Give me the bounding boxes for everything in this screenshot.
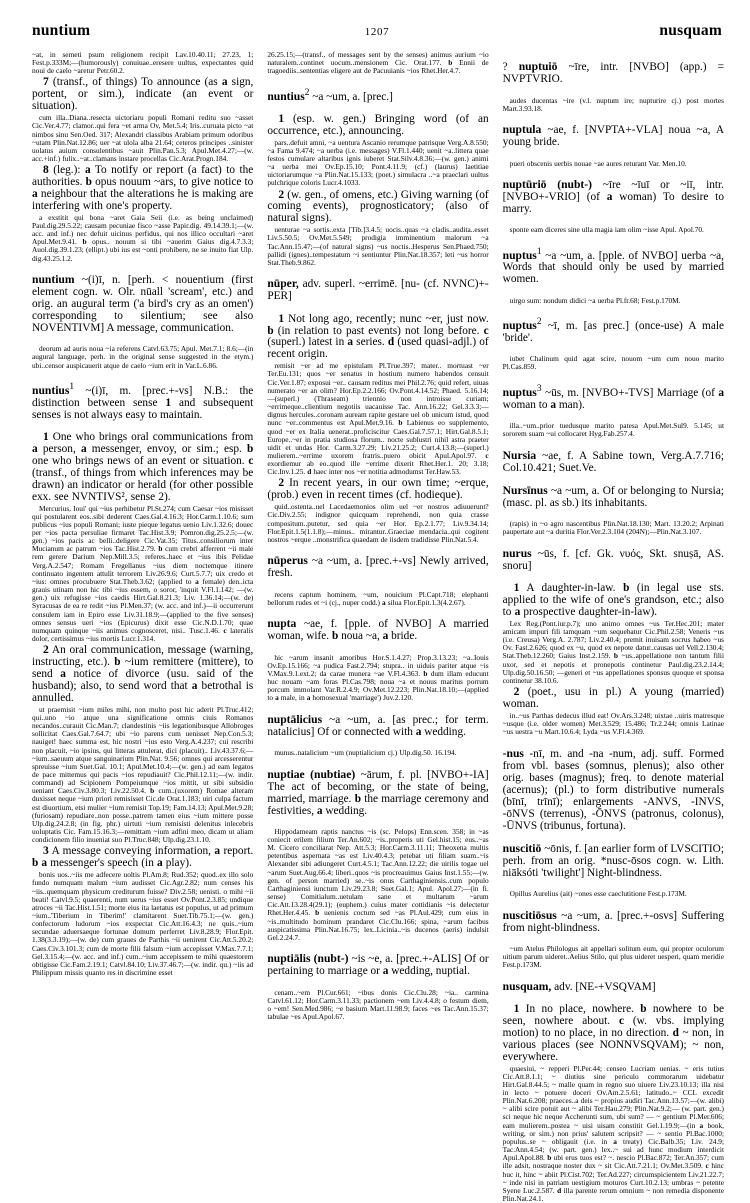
entry-text — [267, 278, 488, 302]
sense-paragraph: 1 One who brings oral communications from a person, a messenger, envoy, or sim.; esp. b one who brings news of an event or situation. c (transf., of things from which inferences may be drawn) an indicator or herald (for other possible exx. see NVNTIVS², sense 2). — [32, 431, 254, 503]
citation-paragraph: Hippodameam raptis nanctus ~is (sc. Pelops) Enn.scen. 358; in ~as coniecit erilem filium Ter.An.602; ~is..properis uti Gel.hist.15; eus..~as M. Cicero conciliarat Nep. Att.5.3; Hor.Carm.3.11.11; Theoxena multis petentibus aspernata ~as est Liv.40.4.3; petebat uti filiam suam..~is Alexander sibi adiungeret Curt.4.5.1; Tac.Ann.12.22; die uirilis togae uel ~arum Suet.Aug.66.4; liberi..quos ~is procreauimus Gaius Inst.1.55;—(w. gen. of person married) se..~is onus Carthaginiensis..cum populo Carthaginiensi iunctum Liv.29.23.8; Suet.Gal.1; Apul. Apol.27;—(in fi. sense) Comitialum..uetulam sane et multarum ~arum Cic.Att.13.28.4(29.1); (euphem.) cuius mater cottidianis ~is delectetur Rhet.Her.4.45. b uenienis coctum sed ~as Pl.Aul.429; cum eius in ~is..multitudo hominum prandaret Cic.Clu.166; spina, ~arum facibus auspicatissima Plin.Nat.16.75; lex..Licinia..~is ducenos (aeris) indulsit Gel.2.24.7. — [267, 826, 489, 942]
dictionary-entry — [267, 278, 488, 302]
entry-body: ~ōnis, f. [an earlier form of LVSCITIO; perh. from an orig. *nusc-ōsos cogn. w. Lith. niāksóti 'twilight'] Night-blindness. — [502, 842, 724, 879]
sense-paragraph: 2 In recent years, in our own time; ~erque, (prob.) even in recent times (cf. hodieque). — [267, 477, 489, 502]
entry-body: ~ūs, m. [NVBO+-TVS] Marriage (of a woman to a man). — [502, 386, 724, 411]
citation-paragraph: cum illa..Diana..resecta uictoriaru populi Romani reditu suo ~asset Cic.Ver.4.77; clamor..qui fera ~et arma Ov, Met.5.4; Iris..curuata picto ~at nimbos sinu Sen.Oed. 317; Alexandri classibus Arabiam primum odoribus ~utam Plin.Nat.12.86; uer ~at ulola alba 21.64; ceteros principes ..sinister uolatus auium consulentibus ~auit Plin.Pan.5.3; Apul.Met.4.27;—(w. acc.+inf.) fulix..~at..clamans instare procellas Cic.Arat.Progn.184. — [32, 113, 254, 163]
entry-body: ~ī, m. [as prec.] (once-use) A male 'bride'. — [502, 319, 724, 344]
entry-body: ~a ~um, a. [prec.+-vs] Newly arrived, fresh. — [267, 555, 489, 580]
headword: nuntium — [32, 272, 75, 286]
citation-paragraph: Mercurius, Ioui' qui ~ius perhibetur Pl.St.274; cum Caesar ~ios misisset qui postularent eos..sibi dederent Caes.Gal.4.16.3; Hor.Carm.1.10.6; sum publicus ~ius populi Romani; iuste pieque legatus uenio Liv.1.32.6; douec per ~ios pacta persuliae firmaret Tac.Hist.3.9; Pomron.dig.25.2.5;—(w. gen.) ~ios pacis ac belli..deligere Cic.Vat.35; Titus..consiliorum inter Mucianum ac patrum ~ios Tac.Hist.2.79. b cum crebri afferrent ~ii male rem gerere Darium Nep.Mill.3.5; referes..haec et ~ius ibis Pelidae Verg.A.2.547; Romam Fregellanus ~ius diem noctemque itinere continuato ingentem attulit terrorem Liv.26.9.6; Curt.5.7.7; uix credo et ~ius: omnes procubuere Stat.Theb.3.62; (applied to a female) den..icta grauis utinam non hic tibi ~ius essem, o soror, 'inquit V.Fl.1.142; —(w. gen.) uix refugisse ~ios caedis Hirt.Gal.8.21.3; Liv. 1.36.14;—(w. de) Syracusas de ea re redit ~ius Pl.Men.37; (w. acc. and inf.)—ii occurrerunt consulem iam in Epiro esse Liv.31.18.9;—(applied to the five senses) omnes sensus ueri ~ios (Epicurus) dixit esse Cic.N.D.1.70; quae numquam quinque ~iis animus cognosceret, nisi.. Tusc.1.46. c lateralis dolor, certissimus ~ius mortis Lucr.1.314. — [32, 503, 254, 644]
dictionary-entry — [267, 555, 488, 579]
citation-paragraph: Lex Reg.(Pont.iur.p.7); uno animo omnes ~us Ter.Hec.201; mater amicam impuri fili tamquam ~um sequebatur Cic.Phil.2.58; Veneris ~us (i.e. Creusa) Verg.A. 2.787; Liv.2.40.4; premit inuisam socrus habeo ~us Ov. Fast.2.626; quod ex ~u, quod ex nepote datur..causas uel Vell.2.130.4; Stat.Theb.12.260; Gaius Inst.2.159. b ~us..appellatione non tantum filii uxor, sed et nepotis et pronepotis continetur Paul.dig.23.2.14.4; Ulp.dig.50.16.50; —generi et ~us appellationes sponsus quoque et sponsa continetur 38.10.6. — [502, 618, 724, 685]
text-column-1 — [32, 50, 254, 978]
dictionary-entry — [267, 87, 488, 103]
entry-text — [503, 981, 724, 993]
dictionary-entry — [32, 274, 253, 334]
entry-body: ~īre ~īuī or ~iī, intr. [NVBO+-VRIO] (of a woman) To desire to marry. — [502, 178, 724, 215]
dictionary-entry — [32, 381, 253, 421]
entry-text — [503, 548, 724, 572]
citation-paragraph: a exstitit qui bona ~aret Gaia Seii (i.e. as being unclaimed) Paul.dig.29.5.22; causam pecuniae fisco ~asse Papir.dig. 49.14.39.1;—(w. acc. and inf.) nec defuit uicinus perfidus, qui nos illico occultari ~aret Apul.Met.9.41. b opus.. nouum si tibi ~auerim Gaius dig.4.7.3.3; Auol.dig.39.1.23; (ellipt.) ubi ius est ~onti prohibere, ne se inuito fiat Ulp. dig.43.25.1.2. — [32, 212, 254, 263]
entry-text — [32, 274, 253, 334]
citation-paragraph: pars..defuit amni, ~a uentura Ascanio rerumque patrisque Verg.A.8.550; ~a Fama 9.474; ~a uerba (i.e. messages) V.Fl.1.440; uenit ~a..littera quae festos cumulare altaribus ignis iuberet Stat.Silv.4.8.36;—(w. gen.) animi ~a uerba mei Ov.Ep.15.10; Pont.4.11.9; (cf.) (laurus) laetitiae uictoriarumque ~a Plin.Nat.15.133; (poet.) simulacra ..~a praeclari uultus pulchrique coloris Lucr.4.1033. — [267, 137, 489, 188]
headword: nurus — [502, 546, 532, 560]
dictionary-entry — [503, 316, 724, 344]
headword: nūperus — [267, 554, 308, 568]
dictionary-entry — [503, 383, 724, 411]
headword-superscript: 1 — [69, 382, 75, 393]
dictionary-entry — [503, 843, 724, 879]
entry-text — [503, 61, 724, 85]
citation-paragraph: ut praemisit ~ium miles mihi, non multo post hic aderit Pl.Truc.412; qui..uno ~io atque una significatione omnis ciuis Romanos necandos..curauit Cic.Man.7; clandestinis ~iis legationibusque Allobroges sollicitat Caes.Gal.7.64.7; ubi ~io parens cum uenisset Nep.Con.5.3; nauiget! haec summa est, hic nostri ~ius esto Verg.A.4.237; cui rescribi non placuit, ~io ipsius, qui litteras attulerat, dici (placuit).. Liv.43.37.6;—~ium..saeuum atque sanguinarium Plin.Nat. 9.56; omnes qui arcesserentur spreuisse ~ium Suet.Gal. 10.1; Apul.Met.10.4;—(w. gen.) ad eam legatos de pace mittemus qui pacis ~ios repudiauit? Cic.Phil.12.11;—(w. indir. command) ad Scipionem Pompeiumque ~ios mittit, ut sibi subsidio ueniant Caes.Civ.3.80.3; Liv.22.50.4. b cum..(uxorem) Romae alteram duxisset neque ~ium priori remisisset Cic.de Orat.1.183; uiri culpa factum est diuortium, etsi mulier ~ium remisit Top.19; Fam.14.13; Apul.Met.9.28; (furiosam) repudiare..non posse..patrem tamen eius ~ium mittere posse Ulp.dig.24.2.8; (in fig. phr.) uirtuti ~ium remisisti delenitus inlecebris uoluptatis Cic. Fam.15.16.3;—remittam ~ium adfini meo, dicam ut aliam condicionem filio inueniat suo Pl.Truc.848; Ulp.dig.23.1.10. — [32, 704, 254, 845]
citation-paragraph: iubet Chalinum quid agat scire, nouom ~um cum nouo marito Pl.Cas.859. — [502, 354, 724, 372]
headword: nuptus — [502, 318, 537, 332]
sense-paragraph: 2 An oral communication, message (warning, instructing, etc.). b ~ium remittere (mittere), to send a notice of divorce (usu. said of the husband); also, to send word that a betrothal is annulled. — [32, 644, 254, 704]
entry-body: -nī, m. and -na -num, adj. suff. Formed from vbl. bases (somnus, plenus); also other orig. bases (magnus); freq. to denote material (acernus); (pl.) to form distributive numerals (bīnī, trīnī); enlargements -ANVS, -INVS, -ōNVS (terrenus), -ŌNVS (patronus, colonus), -ŪNVS (tribunus, fortuna). — [502, 747, 724, 832]
headword-superscript: 1 — [536, 246, 542, 257]
running-head-left: nuntium — [32, 22, 91, 39]
headword: nuptiālis (nubt-) — [267, 952, 349, 966]
entry-text — [503, 910, 724, 934]
citation-paragraph: audes ducentas ~ire (v.l. nuptum ire; nupturire cj.) post mortes Mart.3.93.18. — [502, 95, 724, 113]
headword: nuscitiō — [502, 841, 542, 855]
dictionary-entry — [503, 548, 724, 572]
headword: nuptālicius — [267, 712, 323, 726]
text-column-2 — [267, 50, 489, 1022]
entry-text — [503, 316, 724, 344]
headword-superscript: 2 — [304, 87, 310, 98]
sense-paragraph: 1 In no place, nowhere. b nowhere to be seen, nowhere about. c (w. vbs. implying motion) to no place, in no direction. d ~ non, in various places (see NONNVSQVAM); ~ non, everywhere. — [502, 1003, 724, 1063]
headword: nuptula — [502, 123, 542, 137]
headword: -nus — [502, 746, 524, 760]
dictionary-entry — [267, 953, 488, 977]
entry-body: ~a ~um, a. [as prec.; for term. natalicius] Of or connected with a wedding. — [267, 713, 489, 738]
citation-paragraph: remisit ~er ad me epistulam Pl.True.397; mater.. mortuast ~er Ter.Eu.131; quos ~er senatus in hostium numero habendos censuit Cic.Ver.1.87; exposui ~er.. causam reditus mei Phil.2.76; quid refert, uiuas numerato ~er an olim? Hor.Ep.2.2.166; Ov.Pont.4.14.52; Phaed. 5.16.14;—(superl.) (Thraseam) triennio non introisse curiam; ~errimeque..clientium negotiis uacauisse Tac. Ann.16.22; Gel.3.3.3;—dignus hercules..coronam auream rapite gestare uel ob unicum istud, quod nunc ~er..commentus est Apul.Met.9.16. b Labienus eo supplemento, quod ~er ex Italia uenerat..proficiscitur Caes.Gal.7.57.1; Hirt.Gal.8.5.1; Europe..~er in pratia studiosa florum.. nocte sublustri nihil astra praeter uidit et undas Hor. Carm.3.27.29; Liv.21.25.2; Curt.4.13.8;—(superl.) mulierem..~errime uxorem fratris..puero obicit Apul.Apol.97. c exordiemur ab eo..quod ille ~errime dixerit Rhet.Her.1. 20; 3.18; Cic.Inv.1.25. d haec inter nos ~er notitia admodumst Ter.Haw.53. — [267, 361, 489, 477]
entry-body: adv. [NE-+VSQVAM] — [554, 980, 656, 993]
entry-body: ~a ~um, a. Of or belonging to Nursia; (masc. pl. as sb.) its inhabitants. — [502, 484, 724, 509]
entry-body: ~ae, f. [NVPTA+-VLA] noua ~a, A young bride. — [502, 124, 724, 149]
running-head — [32, 22, 722, 44]
citation-paragraph: sponte eam diceres sine ulla magia iam olim ~isse Apul. Apol.70. — [509, 225, 704, 235]
headword: Nursīnus — [502, 483, 548, 497]
citation-paragraph: in..~us Parthas dedecus illud eat! Ov.Ars.3.248; uixtae ..uiris matresque ~usque (i.e. older women) Met.3.529; 15.486; Tr.2.244; omnis Latinae ~us uestra ~u Mart.10.6.4; Lyda ~us V.Fl.4.369. — [502, 710, 724, 737]
citation-paragraph: deorum ad auris noua ~ia referens Catvl.63.75; Apul. Met.7.1; 8.6;—(in augural language, perh. in the original sense suggested in the etym.) ubi..censor auspicauerit atque de caelo ~ium erit in Var.L.6.86. — [32, 344, 254, 370]
entry-text — [267, 953, 488, 977]
citation-paragraph: quaesiui, ~ repperi Pl.Per.44; censeo Lucriam uenias. ~ eris tutius Cic.Att.8.1.1; ~ diutius sine periculo commorarum uidebatur Hirt.Gal.8.44.5; ~ malle quam in regno suo uiuere Liv.23.10.13; illa nisi in lecto ~ potuere doceri Ov.Am.2.5.61; latitudo..~ CCL excedit Plin.Nat.6.208; praeces..a deis ~ propius audiri Tac.Ann.13.57;—(w. alibi) ~ alibi scire potuit aut ~ alibi Ter.Hau.279; Plin.Nat.9.2;— (w. part. gen.) sci neque hic neque Accherunti sum, ubi sum? — ~ gentium Pl.Mer.606; eam mulierem..postea ~ uisi uisam constitit Gel.1.19.9;—(in a book, writing, or sim.) non prius' salutem scripsit? — ~ sentio Pl.Bac.1000; populus..se ~ obligauit (i.e. in a treaty) Cic.Balb.35; Liv. 24.9; Tac.Ann.4.54; (w. part. gen.) lex..~ sui ad hunc modium interdicit Apul.Apol.88. b ubi erus tuos est? ~. nescio Pl.Bac.872; Ter.An.357; cum ille adsit, nostraque noster dux ~ sit Cic.Att.7.21.1; Ov.Met.3.509. c hinc huc it, hinc ~ abiit Pl.Cist.702; Ter.Ad.227; circumspicientem Liv.21.22.7; ~ inde nisi in patriam uestigium moturos Curt.10.2.13; umbras ~ petente Syene Luc.2.587. d illa parente rerum omnium ~ non remedia disponente Plin.Nat.24.1. — [502, 1063, 724, 1203]
headword: nūper, — [267, 277, 299, 291]
citation-paragraph: pueri obscenis uerbis nouae ~ae aures returant Var. Men.10. — [509, 158, 687, 168]
entry-body: ~a ~um, a. [pple. of NVBO] uerba ~a, Words that should only be used by married women. — [502, 249, 724, 286]
entry-body: ~ūs, f. [cf. Gk. νυός, Skt. snuṣā, AS. snoru] — [502, 547, 724, 572]
dictionary-entry — [503, 450, 724, 474]
citation-paragraph: (rapis) in ~o agro nascentibus Plin.Nat.18.130; Mart. 13.20.2; Arpinati paupertate aut ~a duritia Flor.Ver.2.3.104 (204N);—Plin.Nat.3.107. — [502, 519, 724, 537]
entry-text — [267, 714, 488, 738]
entry-text — [503, 485, 724, 509]
sense-paragraph: 3 A message conveying information, a report. b a messenger's speech (in a play). — [32, 845, 254, 870]
citation-paragraph: illa..~um..prior tuedusque marito patesa Apul.Met.Sul9. 5.145; ut sororem suam ~ui collocaret Hyg.Fab.257.4. — [502, 420, 724, 439]
dictionary-entry — [503, 981, 724, 993]
headword-superscript: 2 — [536, 317, 542, 328]
citation-paragraph: ~at, in semeti psum religionem recipit Lav.10.40.11; 27.23, 1; Fest.p.333M;—(humorously) conuiuae..eresere uultus, expectantes quid noui de caelo ~aretur Petr.60.2. — [32, 50, 254, 76]
entry-body: ~a ~um, a. [prec.+-osvs] Suffering from night-blindness. — [502, 909, 724, 934]
uncertain-marker: ? — [502, 61, 508, 74]
citation-paragraph: quid..ostenta..uel Lacedaemonios olim uel ~er nostros adiuuerunt? Cic.Div.2.55; indignor quicquam reprehendi, non quia crasse compositum..putetur, sed quia ~er Hor. Ep.2.1.77; Liv.9.34.14; Flor.Epit.1.5(1.1.8);—minus.. mirantur..Graeciae mendacia..qui cogitent nostros ~erque ..monstrifica quaedam de iisdem tradidisse Plin.Nat.5.4. — [267, 502, 489, 544]
entry-body: ~(i)ī, n. [perh. < nouentium (first element cogn. w. Olr. nūall 'scream', etc.) and orig. an augural term ('a bird's cry as an omen') corresponding to silentium; see also NOVENTIVM] A message, communication. — [32, 273, 254, 334]
dictionary-entry — [267, 769, 488, 817]
citation-paragraph: Opillus Aurelius (ait) ~ones esse caeclutitione Fest.p.173M. — [509, 889, 687, 899]
entry-body: ~a ~um, a. [prec.] — [312, 90, 393, 103]
citation-paragraph: recens captum hominem, ~um, nouicium Pl.Capt.718; elephanti bellorum rudes et ~i (cj., nuper codd.) a silua Flor.Epit.1.3(4.2.67). — [267, 589, 489, 607]
entry-text — [503, 843, 724, 879]
headword: nuptūriō (nubt-) — [502, 177, 593, 191]
headword: nusquam, — [502, 979, 552, 993]
sense-paragraph: 2 (poet., usu in pl.) A young (married) woman. — [502, 686, 724, 710]
dictionary-entry — [503, 748, 724, 832]
entry-body: ~īre, intr. [NVBO] (app.) = NVPTVRIO. — [502, 61, 724, 86]
entry-text — [267, 769, 488, 817]
citation-paragraph: munus..natalicium ~um (nuptialicium cj.) Ulp.dig.50. 16.194. — [274, 748, 457, 758]
headword: nuptus — [502, 248, 537, 262]
dictionary-entry — [503, 485, 724, 509]
entry-text — [503, 124, 724, 148]
entry-body: ~ae, f. [pple. of NVBO] A married woman, wife. b noua ~a, a bride. — [267, 618, 489, 643]
entry-text — [32, 381, 253, 421]
dictionary-entry — [503, 179, 724, 215]
entry-text — [267, 618, 488, 642]
citation-paragraph: hic ~arum insanit amoribus Hor.S.1.4.27; Prop.3.13.23; ~a..Iouis Ov.Ep.15.166; ~a pudica Fast.2.794; stupra.. in uiduis pariter atque ~is V.Max.9.1.ext.2; da carae munera ~ae V.Fl.4.363. b dum illam educunt huc nouam ~am foras Pl.Cas.798; noua ~a et nouus maritus porrum porcum immolant Var.R.2.4.9; Ov.Met.12.223; Plin.Nat.18.10;—(applied to a male, in a homosexual 'marriage') Juv.2.120. — [267, 652, 489, 703]
sense-paragraph: 2 (w. gen., of omens, etc.) Giving warning (of coming events), prognosticatory; (also of natural signs). — [267, 188, 489, 225]
entry-body: ~(i)ī, m. [prec.+-vs] N.B.: the distinction between sense 1 and subsequent senses is not always easy to maintain. — [32, 384, 254, 421]
dictionary-entry — [267, 714, 488, 738]
entry-text — [503, 748, 724, 832]
dictionary-entry — [503, 124, 724, 148]
page-number: 1207 — [364, 26, 390, 38]
entry-text — [503, 246, 724, 286]
headword-superscript: 3 — [536, 383, 542, 394]
entry-text — [267, 87, 488, 103]
entry-body: ~ae, f. A Sabine town, Verg.A.7.716; Col.10.421; Suet.Ve. — [502, 449, 724, 474]
dictionary-entry — [503, 61, 724, 85]
citation-paragraph: cenam..~em Pl.Cur.661; ~ibus donis Cic.Clu.28; ~ia.. carmina Catvl.61.12; Hor.Carm.3.11.33; pactionem ~em Liv.4.4.8; o festum diem, o ~em! Sen.Med.986; ~e basium Mart.11.98.9; faces ~es Tac.Ann.15.37; tabulae ~es Apul.Apol.67. — [267, 987, 489, 1022]
text-column-3 — [502, 50, 724, 1203]
citation-paragraph: uirgo sum: nondum didici ~a uerba Pl.fr.68; Fest.p.170M. — [509, 295, 681, 305]
dictionary-entry — [267, 618, 488, 642]
headword: nuptus — [502, 385, 537, 399]
citation-paragraph: bonis uos..~iis me adfecere uoltis Pl.Am.8; Rud.352; quod..ex illo solo fundo numquam malum ~ium audisset Cic.Agr.2.82; num censes his ~iis..quemquam physicum crediturum fuisse? Div.2.58; uenisti. o mihi ~ii beati! Catvl.9.5; quaerenti, num uerus ~ius esset Ov.Pont.2.3.85; undique atroces ~ii Tac.Hist.1.51; morte eius ita laetatus est populus, ut ad primum ~ium..'Tiberium in Tiberim!' clamitarent Suet.Tib.75.1;—(w. gen.) confectorum ludorum ~ios exspectat Cic.Att.16.4.3; ne quis..~ium secundae aduersaeque fortunae domum perferret Liv.8.28.9; Flor.Epit. 1.38(3.3.19);—(w. de) cum graues de Parthis ~ii uenirent Cic.Att.5.20.2; Caes.Civ.3.101.3; cum de morte filii falsum ~ium accepisset V.Max.7.7.1; Gel.3.15.4;—(w. acc. and inf.) cum..~ium accepissem te mihi quaestorem obtigisse Cic.Fam.2.19.1; Catvl.84.10; Liv.37.46.7;—(w. indir. qu.) ~iis ad Philippum missis quanto res in discrimine esset — [32, 870, 254, 978]
entry-text — [267, 555, 488, 579]
entry-text — [503, 179, 724, 215]
entry-body: ~is ~e, a. [prec.+-ALIS] Of or pertaining to marriage or a wedding, nuptial. — [267, 953, 489, 978]
headword: Nursia — [502, 448, 537, 462]
headword: nuscitiōsus — [502, 908, 557, 922]
headword: nupta — [267, 617, 297, 631]
headword: nuptuiō — [518, 60, 558, 74]
column-container — [32, 50, 724, 1203]
entry-text — [503, 383, 724, 411]
sense-paragraph: 1 (esp. w. gen.) Bringing word (of an occurrence, etc.), announcing. — [267, 112, 489, 137]
headword: nuntius — [32, 383, 70, 397]
sense-paragraph: 8 (leg.): a To notify or report (a fact) to the authorities. b opus nouum ~ars, to give notice to a neighbour that the alterations he is making are interfering with one's property. — [32, 164, 254, 212]
headword: nuntius — [267, 89, 305, 103]
citation-paragraph: uenturae ~a sortis..exta [Tib.]3.4.5; uocis..quas ~a cladis..audita..esset Liv.5.50.5; Ov.Met.5.549; prodigia imminentium malorum ~a Tac.Ann.15.47;—(of natural signs) ~us noctis..Hesperus Sen.Phaed.750; pallidi (ignes)..tempestatum ~i sentiuntur Plin.Nat.18.357; leti ~us horror Stat.Theb.9.862. — [267, 225, 489, 267]
dictionary-entry — [503, 910, 724, 934]
sense-paragraph: 1 A daughter-in-law. b (in legal use sts. applied to the wife of one's grandson, etc.; also to a prospective daughter-in-law). — [502, 582, 724, 618]
entry-body: adv. superl. ~errimē. [nu- (cf. NVNC)+-PER] — [267, 278, 489, 303]
dictionary-entry — [503, 246, 724, 286]
citation-paragraph: 26.25.15;—(transf., of messages sent by the senses) animus aurium ~io naturalem..continet uocum..mensionem Cic. Orat.177. b Ennii de tragoediis..sententias eligere aut de Pacuuianis ~ios Rhet.Her.4.7. — [267, 50, 489, 76]
sense-paragraph: 7 (transf., of things) To announce (as a sign, portent, or sim.), indicate (an event or situation). — [32, 76, 254, 113]
sense-paragraph: 1 Not long ago, recently; nunc ~er, just now. b (in relation to past events) not long before. c (superl.) latest in a series. d (used quasi-adjl.) of recent origin. — [267, 312, 489, 361]
citation-paragraph: ~um Atelus Philologus ait appellari solitum eum, qui propter oculorum uitium parum uideret..Aelius Stilo, qui plus uideret uesperi, quam meridie Fest.p.173M. — [502, 943, 724, 970]
entry-body: ~ārum, f. pl. [NVBO+-IA] The act of becoming, or the state of being, married, marriage. b the marriage ceremony and festivities, a wedding. — [267, 768, 489, 817]
headword: nuptiae (nubtiae) — [267, 767, 356, 781]
entry-text — [503, 450, 724, 474]
running-head-right: nusquam — [659, 22, 722, 39]
